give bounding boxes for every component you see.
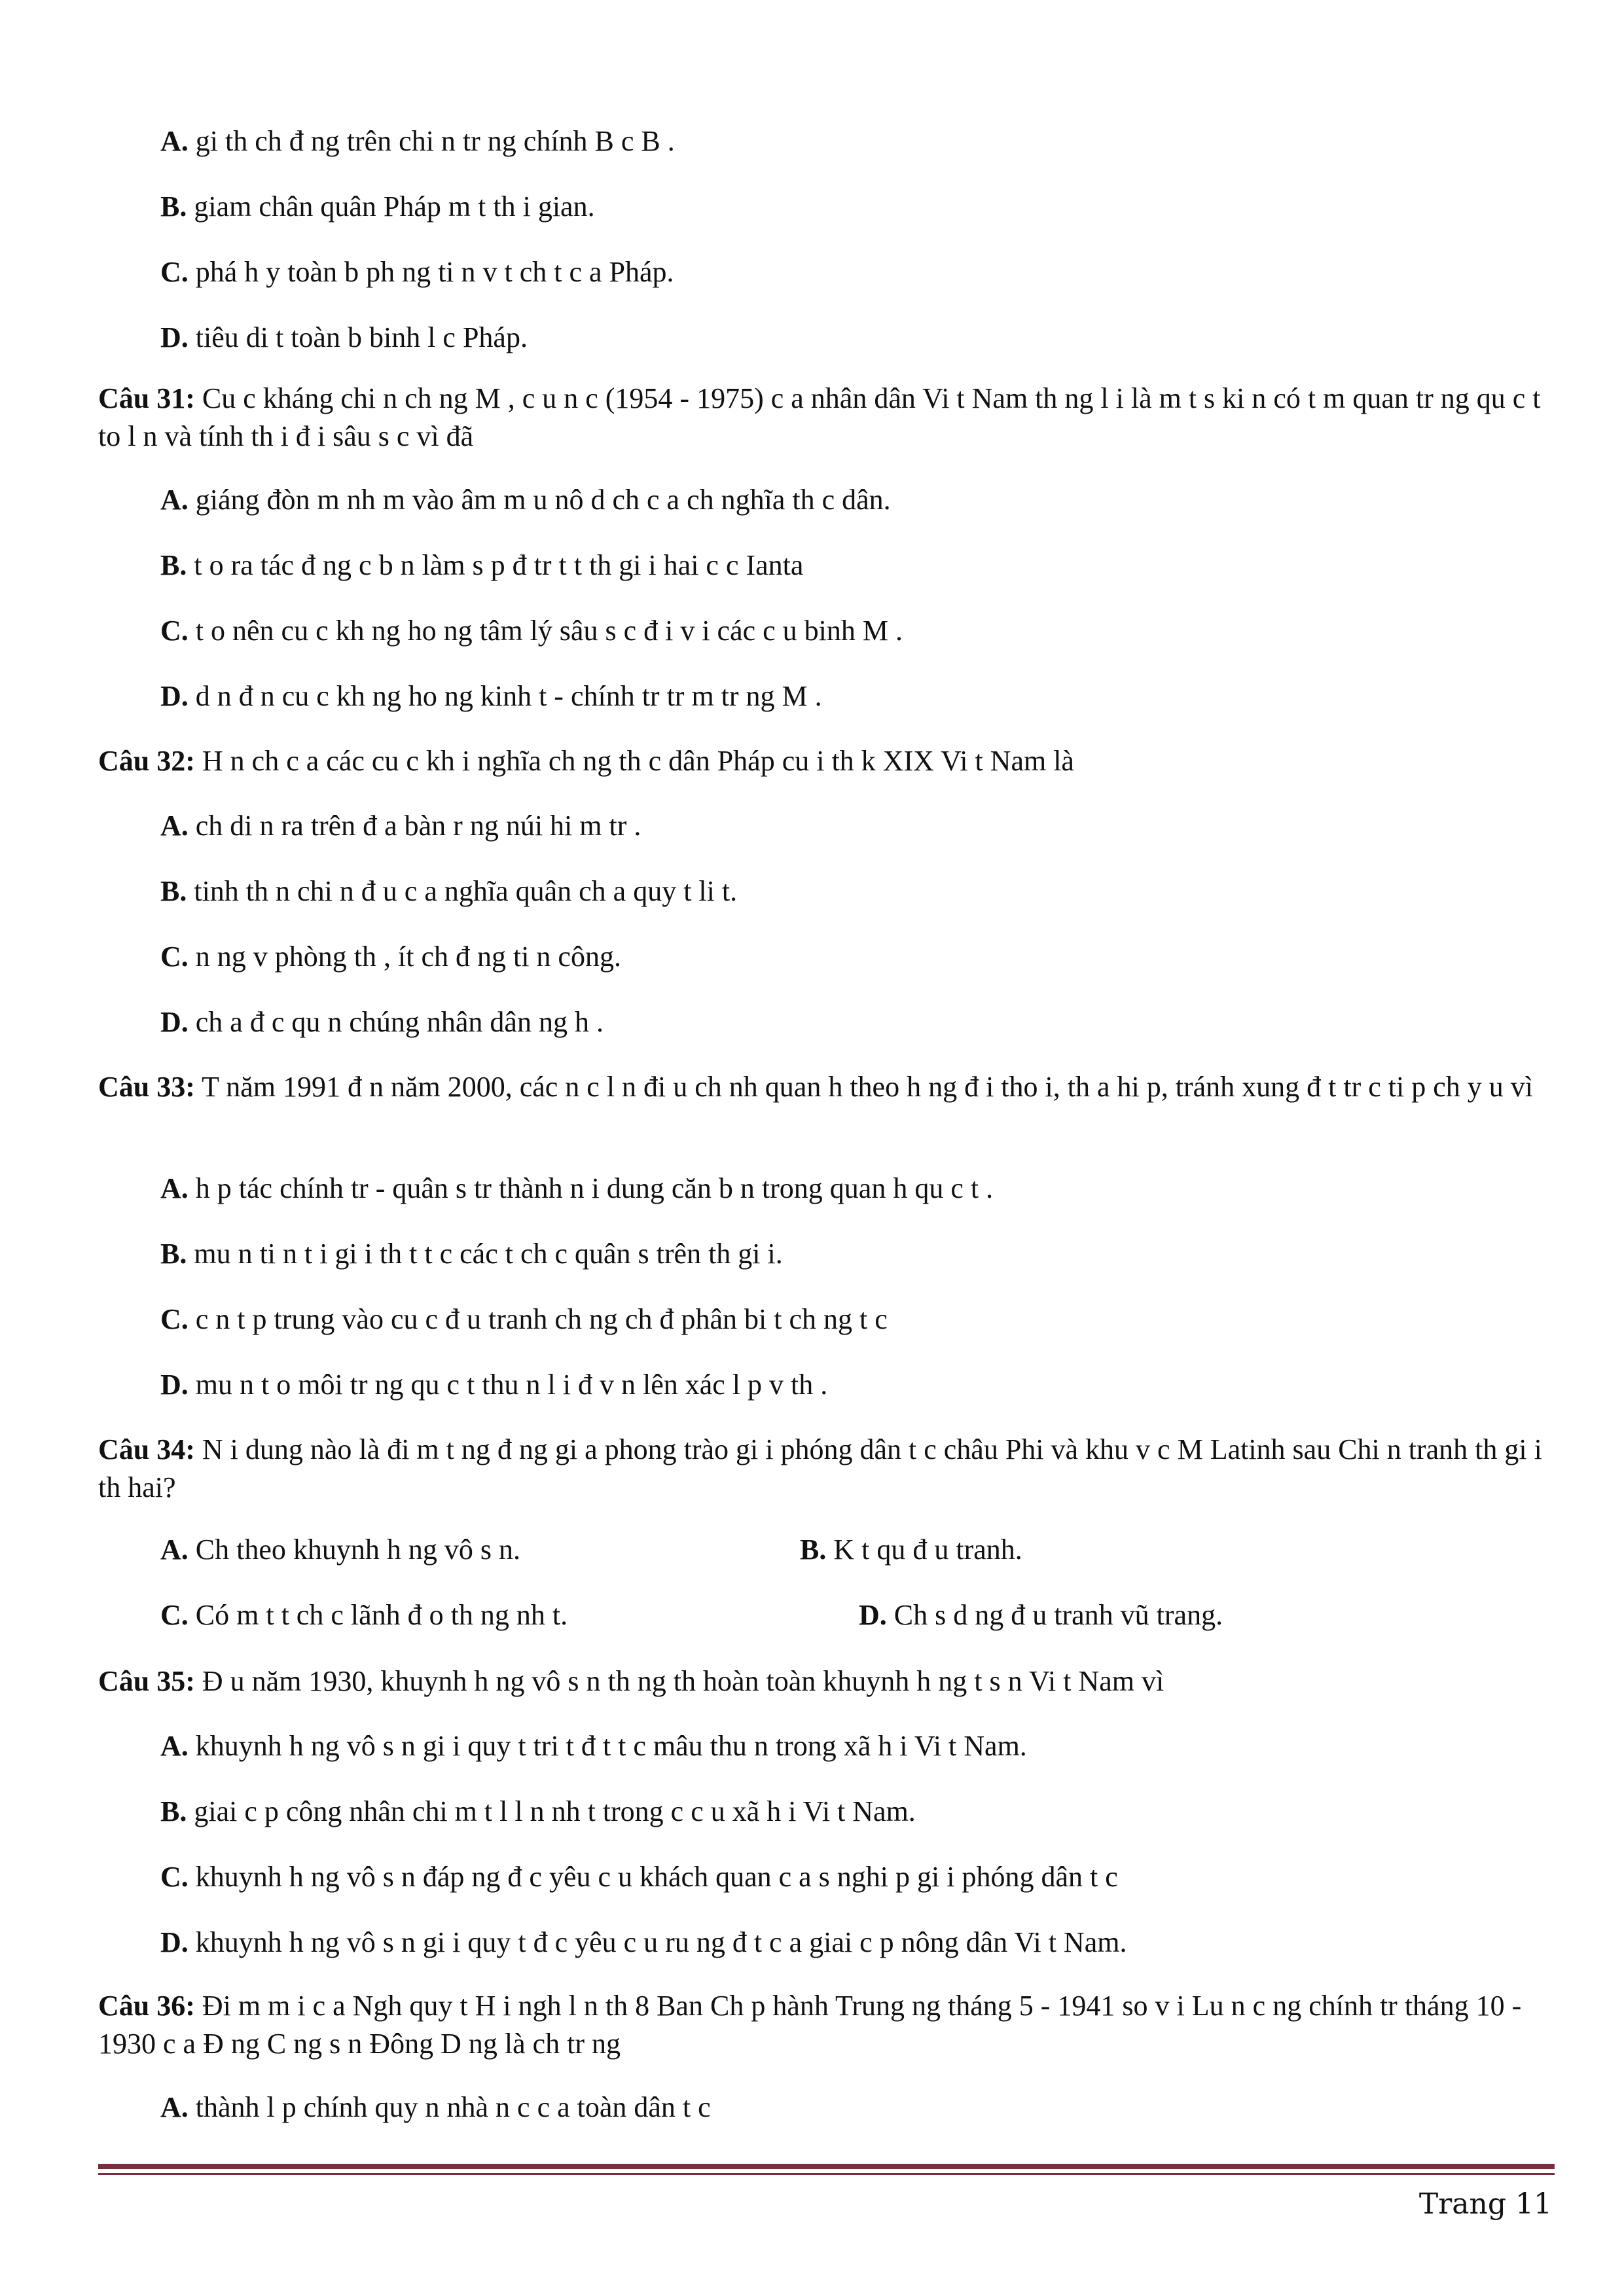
q33-option-d: D. mu n t o môi tr ng qu c t thu n l i đ v n lên xác l p v th .	[160, 1369, 828, 1401]
q31-option-d: D. d n đ n cu c kh ng ho ng kinh t - chính tr tr m tr ng M .	[160, 680, 822, 712]
option-c-prev: C. phá h y toàn b ph ng ti n v t ch t c a Pháp.	[160, 256, 674, 288]
q33-option-a: A. h p tác chính tr - quân s tr thành n i dung căn b n trong quan h qu c t .	[160, 1172, 994, 1204]
q35-option-a: A. khuynh h ng vô s n gi i quy t tri t đ t t c mâu thu n trong xã h i Vi t Nam.	[160, 1730, 1027, 1762]
option-a-prev: A. gi th ch đ ng trên chi n tr ng chính B c B .	[160, 125, 675, 157]
q33-option-b: B. mu n ti n t i gi i th t t c các t ch c quân s trên th gi i.	[160, 1238, 783, 1270]
q36-option-a: A. thành l p chính quy n nhà n c c a toàn dân t c	[160, 2091, 711, 2123]
q32-option-a: A. ch di n ra trên đ a bàn r ng núi hi m tr .	[160, 810, 641, 842]
q34-option-c: C. Có m t t ch c lãnh đ o th ng nh t.	[160, 1599, 568, 1631]
q35-option-d: D. khuynh h ng vô s n gi i quy t đ c yêu c u ru ng đ t c a giai c p nông dân Vi t Nam.	[160, 1926, 1127, 1958]
q31-option-a: A. giáng đòn m nh m vào âm m u nô d ch c a ch nghĩa th c dân.	[160, 484, 891, 516]
footer-rule-thin	[98, 2173, 1555, 2175]
q33-option-c: C. c n t p trung vào cu c đ u tranh ch ng ch đ phân bi t ch ng t c	[160, 1303, 888, 1335]
footer-rule-thick	[98, 2164, 1555, 2169]
q34-option-b: B. K t qu đ u tranh.	[800, 1534, 1022, 1566]
question-34: Câu 34: N i dung nào là đi m t ng đ ng gi a phong trào gi i phóng dân t c châu Phi và khu v c M Latinh sau Chi n tranh th gi i th hai?	[98, 1433, 1542, 1503]
question-32: Câu 32: H n ch c a các cu c kh i nghĩa ch ng th c dân Pháp cu i th k XIX Vi t Nam là	[98, 745, 1074, 777]
page-number: Trang 11	[1418, 2187, 1552, 2221]
option-b-prev: B. giam chân quân Pháp m t th i gian.	[160, 190, 595, 223]
q35-option-b: B. giai c p công nhân chi m t l l n nh t trong c c u xã h i Vi t Nam.	[160, 1795, 916, 1827]
q31-option-b: B. t o ra tác đ ng c b n làm s p đ tr t t th gi i hai c c Ianta	[160, 549, 804, 581]
q32-option-d: D. ch a đ c qu n chúng nhân dân ng h .	[160, 1006, 604, 1038]
question-36: Câu 36: Đi m m i c a Ngh quy t H i ngh l n th 8 Ban Ch p hành Trung ng tháng 5 - 1941 so v i Lu n c ng chính tr tháng 10 - 1930 c a Đ ng C ng s n Đông D ng là ch tr ng	[98, 1990, 1522, 2060]
q31-option-c: C. t o nên cu c kh ng ho ng tâm lý sâu s c đ i v i các c u binh M .	[160, 615, 903, 647]
option-d-prev: D. tiêu di t toàn b binh l c Pháp.	[160, 321, 528, 353]
q34-option-a: A. Ch theo khuynh h ng vô s n.	[160, 1534, 521, 1566]
q32-option-b: B. tinh th n chi n đ u c a nghĩa quân ch a quy t li t.	[160, 875, 738, 907]
q32-option-c: C. n ng v phòng th , ít ch đ ng ti n công.	[160, 941, 621, 973]
q35-option-c: C. khuynh h ng vô s n đáp ng đ c yêu c u khách quan c a s nghi p gi i phóng dân t c	[160, 1861, 1118, 1893]
question-35: Câu 35: Đ u năm 1930, khuynh h ng vô s n th ng th hoàn toàn khuynh h ng t s n Vi t Nam vì	[98, 1665, 1164, 1697]
question-31: Câu 31: Cu c kháng chi n ch ng M , c u n c (1954 - 1975) c a nhân dân Vi t Nam th ng l i là m t s ki n có t m quan tr ng qu c t to l n và tính th i đ i sâu s c vì đã	[98, 382, 1541, 452]
q34-option-d: D. Ch s d ng đ u tranh vũ trang.	[859, 1599, 1223, 1631]
question-33: Câu 33: T năm 1991 đ n năm 2000, các n c l n đi u ch nh quan h theo h ng đ i tho i, th a hi p, tránh xung đ t tr c ti p ch y u vì	[98, 1071, 1533, 1103]
